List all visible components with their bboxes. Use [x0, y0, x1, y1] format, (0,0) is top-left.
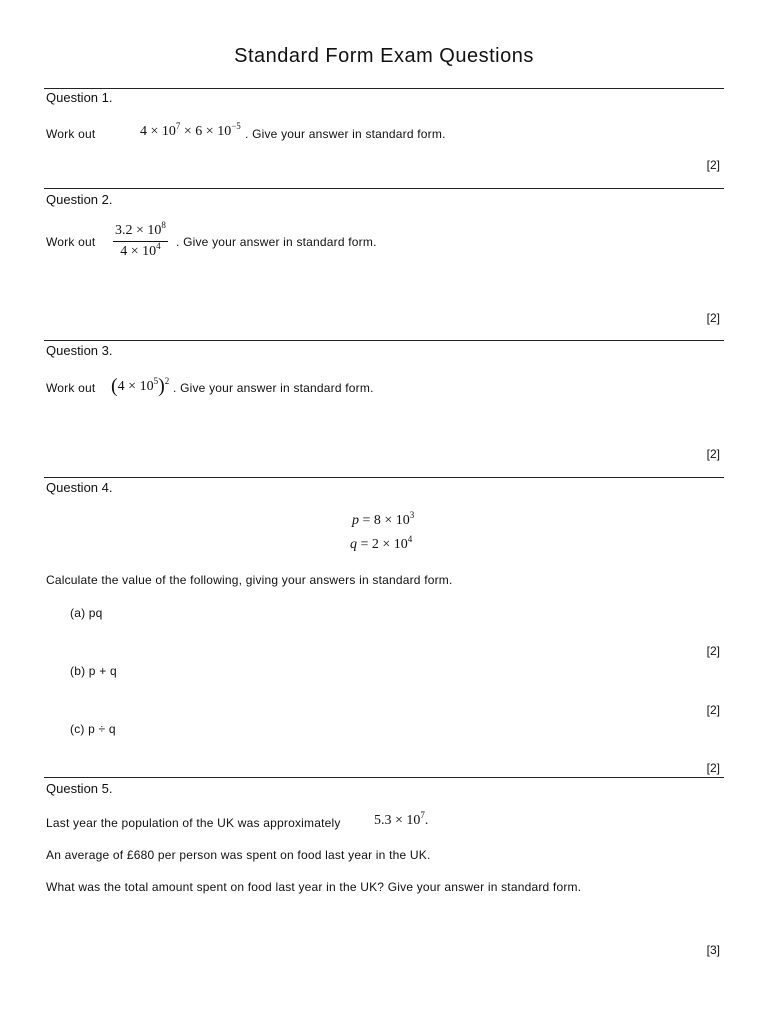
question-3-heading: Question 3.	[46, 343, 113, 358]
population-exp: 7	[420, 810, 425, 820]
p-exp: 3	[409, 510, 415, 520]
question-5-heading: Question 5.	[46, 781, 113, 796]
question-3-marks: [2]	[706, 447, 720, 461]
fraction-numerator	[113, 220, 168, 241]
divider	[44, 340, 724, 341]
question-2-fraction	[113, 220, 168, 260]
part-a-marks: [2]	[706, 644, 720, 658]
question-3-expression	[111, 375, 169, 398]
question-2-marks: [2]	[706, 311, 720, 325]
denominator-exp: 4	[156, 241, 161, 251]
equation-p	[352, 510, 415, 529]
part-a-label: (a) pq	[70, 606, 103, 620]
close-paren: )	[158, 375, 165, 397]
page-title: Standard Form Exam Questions	[234, 45, 534, 67]
question-1-expression	[140, 121, 241, 140]
question-5-line-3: What was the total amount spent on food last year in the UK? Give your answer in standard form.	[46, 880, 582, 894]
population-term: 5.3 × 10	[374, 813, 421, 828]
p-value: = 8 × 10	[359, 513, 410, 528]
q3-term: 4 × 10	[117, 379, 154, 394]
q1-exp1: 7	[175, 121, 181, 131]
part-c-label: (c) p ÷ q	[70, 722, 116, 736]
q1-term1: 4 × 10	[140, 124, 176, 139]
question-2-heading: Question 2.	[46, 192, 113, 207]
question-1-instruction: . Give your answer in standard form.	[245, 127, 446, 141]
question-5-marks: [3]	[706, 943, 720, 957]
divider	[44, 88, 724, 89]
part-c-marks: [2]	[706, 761, 720, 775]
question-3-lead: Work out	[46, 381, 96, 395]
denominator-term: 4 × 10	[120, 244, 157, 259]
fraction-denominator	[113, 242, 168, 260]
q3-outer-exp: 2	[164, 376, 170, 386]
open-paren: (	[111, 375, 118, 397]
population-period: .	[424, 813, 429, 828]
question-2-instruction: . Give your answer in standard form.	[176, 235, 377, 249]
equation-q	[350, 534, 413, 553]
divider	[44, 188, 724, 189]
question-2-lead: Work out	[46, 235, 96, 249]
q1-exp2: −5	[231, 121, 241, 131]
divider	[44, 777, 724, 778]
question-1-lead: Work out	[46, 127, 96, 141]
question-4-heading: Question 4.	[46, 480, 113, 495]
q-variable: q	[350, 537, 357, 552]
q-exp: 4	[407, 534, 413, 544]
population-value	[374, 810, 429, 829]
part-b-marks: [2]	[706, 703, 720, 717]
numerator-exp: 8	[161, 220, 166, 230]
question-1-heading: Question 1.	[46, 90, 113, 105]
question-5-line-1: Last year the population of the UK was approximately	[46, 816, 341, 830]
q-value: = 2 × 10	[357, 537, 408, 552]
part-b-label: (b) p + q	[70, 664, 117, 678]
question-3-instruction: . Give your answer in standard form.	[173, 381, 374, 395]
q3-inner-exp: 5	[153, 376, 159, 386]
divider	[44, 477, 724, 478]
numerator-term: 3.2 × 10	[115, 223, 162, 238]
question-4-instruction: Calculate the value of the following, giving your answers in standard form.	[46, 573, 453, 587]
q1-term2: × 6 × 10	[180, 124, 232, 139]
p-variable: p	[352, 513, 359, 528]
question-5-line-2: An average of £680 per person was spent on food last year in the UK.	[46, 848, 431, 862]
question-1-marks: [2]	[706, 158, 720, 172]
